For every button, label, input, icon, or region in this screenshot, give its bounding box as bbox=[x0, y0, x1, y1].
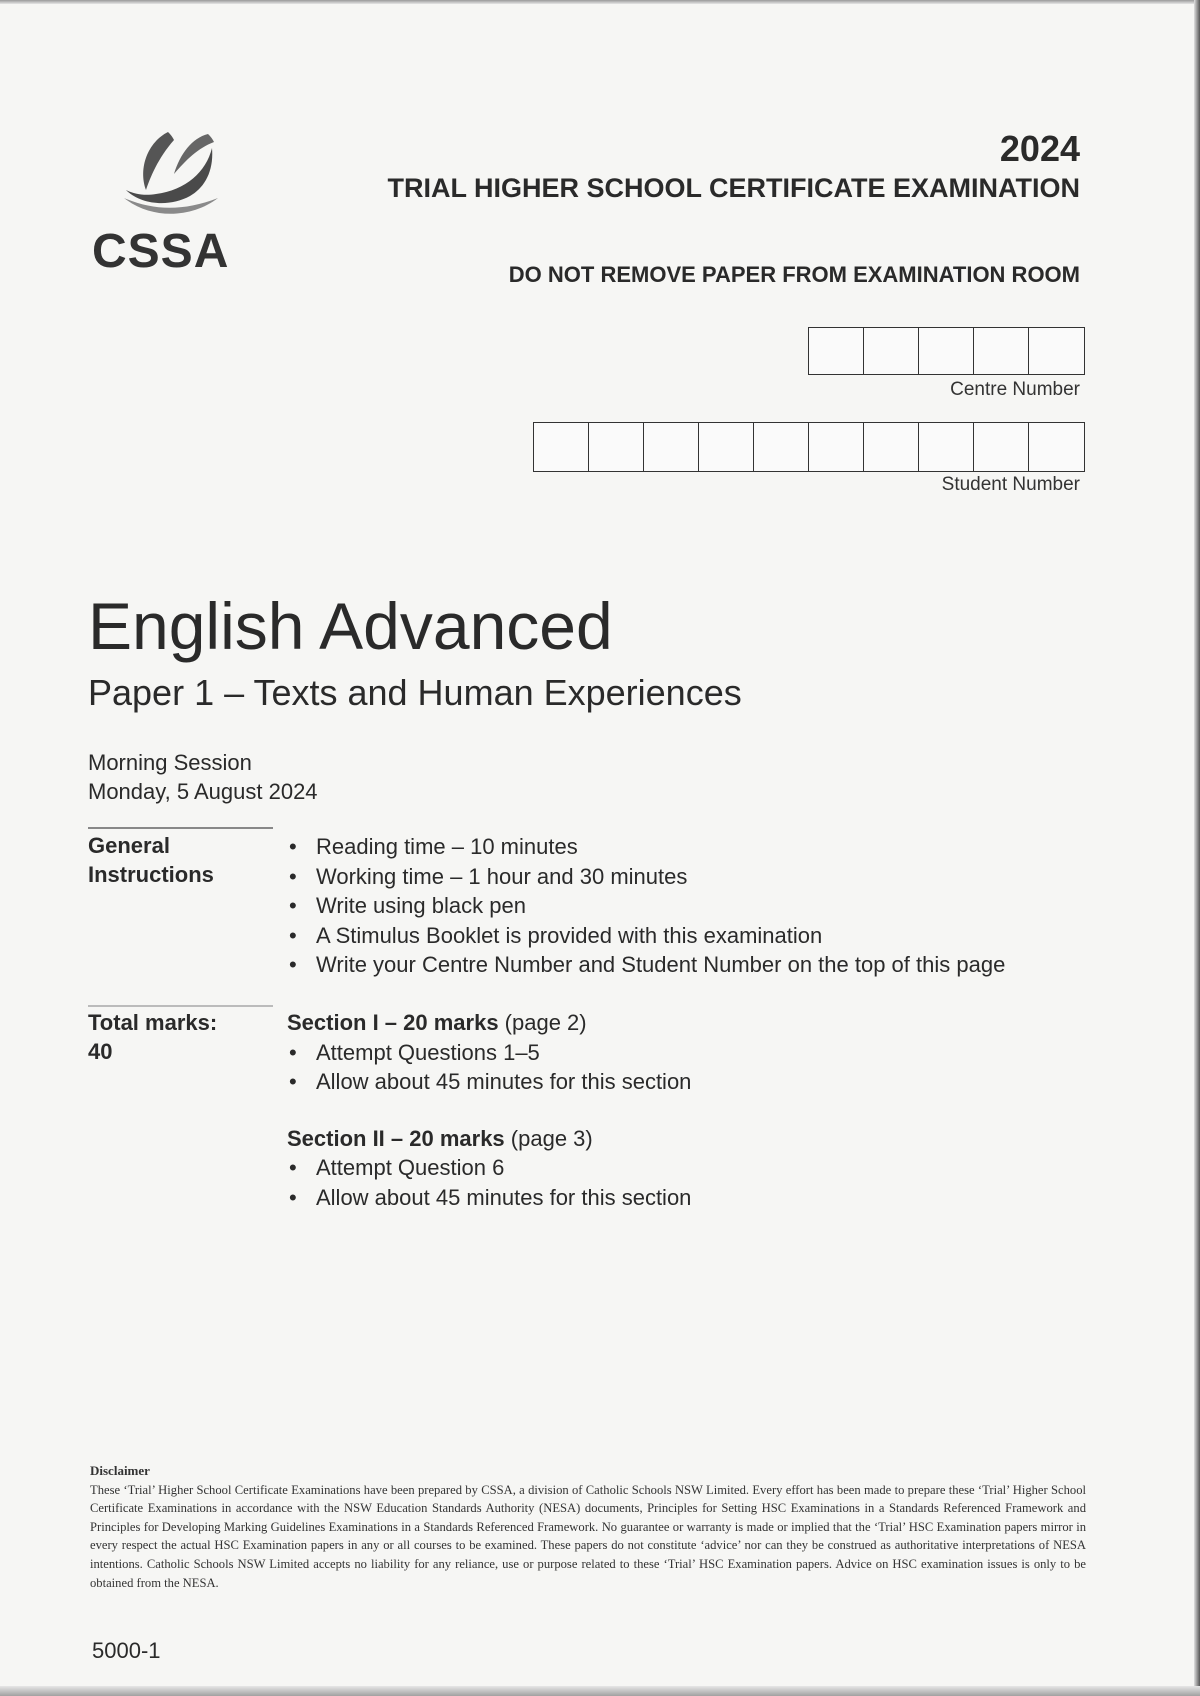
centre-number-cell[interactable] bbox=[974, 328, 1029, 374]
list-item: • Allow about 45 minutes for this section bbox=[287, 1067, 691, 1097]
section-1-page: (page 2) bbox=[498, 1010, 587, 1035]
list-item: • Attempt Question 6 bbox=[287, 1153, 691, 1183]
list-item: • Reading time – 10 minutes bbox=[287, 832, 1005, 862]
disclaimer bbox=[90, 1462, 1086, 1592]
student-number-cell[interactable] bbox=[754, 423, 809, 471]
disclaimer-title: Disclaimer bbox=[90, 1463, 150, 1478]
page-edge-right bbox=[1194, 0, 1200, 1696]
session-info bbox=[88, 748, 318, 806]
centre-number-label: Centre Number bbox=[950, 379, 1080, 400]
total-marks-text: Total marks: bbox=[88, 1010, 218, 1035]
student-number-boxes[interactable] bbox=[533, 422, 1085, 472]
cssa-swoosh-icon bbox=[122, 128, 222, 226]
disclaimer-text: These ‘Trial’ Higher School Certificate Examinations have been prepared by CSSA, a division of Catholic Schools NSW Limited. Every effort has been made to prepare these ‘Trial’ Higher School Certificate Examinations in accordance with the NSW Education Standards Authority (NESA) documents, Principles for Setting HSC Examinations in a Standards Referenced Framework and Principles for Developing Marking Guidelines Examinations in a Standards Referenced Framework. No guarantee or warranty is made or implied that the ‘Trial’ HSC Examination papers mirror in every respect the actual HSC Examination papers in any or all courses to be examined. These papers do not constitute ‘advice’ nor can they be construed as authoritative interpretations of NESA intentions. Catholic Schools NSW Limited accepts no liability for any reliance, use or purpose related to these ‘Trial’ HSC Examination papers. Advice on HSC examination issues is only to be obtained from the NESA. bbox=[90, 1482, 1086, 1590]
list-item: • Working time – 1 hour and 30 minutes bbox=[287, 862, 1005, 892]
session-name: Morning Session bbox=[88, 750, 252, 775]
subject-title: English Advanced bbox=[88, 589, 613, 663]
student-number-cell[interactable] bbox=[864, 423, 919, 471]
sections-list bbox=[287, 1008, 691, 1212]
total-marks-label bbox=[88, 1008, 217, 1066]
centre-number-cell[interactable] bbox=[864, 328, 919, 374]
list-item: • Write using black pen bbox=[287, 891, 1005, 921]
paper-title: Paper 1 – Texts and Human Experiences bbox=[88, 672, 742, 713]
student-number-cell[interactable] bbox=[809, 423, 864, 471]
student-number-cell[interactable] bbox=[644, 423, 699, 471]
logo-wordmark: CSSA bbox=[92, 225, 230, 278]
section-2-title: Section II – 20 marks bbox=[287, 1125, 505, 1151]
cssa-logo bbox=[92, 128, 232, 278]
list-item: • Write your Centre Number and Student Number on the top of this page bbox=[287, 950, 1005, 980]
student-number-cell[interactable] bbox=[1029, 423, 1084, 471]
room-warning: DO NOT REMOVE PAPER FROM EXAMINATION ROOM bbox=[508, 262, 1080, 287]
list-item: • Attempt Questions 1–5 bbox=[287, 1038, 691, 1068]
student-number-cell[interactable] bbox=[974, 423, 1029, 471]
list-item: • Allow about 45 minutes for this section bbox=[287, 1183, 691, 1213]
student-number-label: Student Number bbox=[941, 474, 1080, 495]
general-instructions-label bbox=[88, 831, 214, 889]
centre-number-cell[interactable] bbox=[919, 328, 974, 374]
total-marks-value: 40 bbox=[88, 1039, 113, 1064]
label-line: General bbox=[88, 833, 170, 858]
centre-number-boxes[interactable] bbox=[808, 327, 1085, 375]
section-1-heading bbox=[287, 1008, 691, 1038]
student-number-cell[interactable] bbox=[589, 423, 644, 471]
general-instructions-list bbox=[287, 832, 1005, 980]
student-number-cell[interactable] bbox=[919, 423, 974, 471]
paper-code: 5000-1 bbox=[92, 1638, 161, 1663]
divider-rule bbox=[88, 827, 273, 829]
centre-number-cell[interactable] bbox=[809, 328, 864, 374]
label-line: Instructions bbox=[88, 862, 214, 887]
section-2-heading bbox=[287, 1124, 691, 1154]
student-number-cell[interactable] bbox=[534, 423, 589, 471]
page-edge-top bbox=[0, 0, 1200, 4]
list-item: • A Stimulus Booklet is provided with this examination bbox=[287, 921, 1005, 951]
centre-number-cell[interactable] bbox=[1029, 328, 1084, 374]
page-edge-bottom bbox=[0, 1686, 1200, 1696]
spacer bbox=[287, 1097, 691, 1124]
exam-year: 2024 bbox=[999, 128, 1080, 169]
exam-date: Monday, 5 August 2024 bbox=[88, 779, 318, 804]
exam-title: TRIAL HIGHER SCHOOL CERTIFICATE EXAMINATION bbox=[387, 173, 1080, 203]
section-2-page: (page 3) bbox=[504, 1125, 593, 1151]
divider-rule bbox=[88, 1005, 273, 1007]
student-number-cell[interactable] bbox=[699, 423, 754, 471]
section-1-title: Section I – 20 marks bbox=[287, 1010, 499, 1035]
